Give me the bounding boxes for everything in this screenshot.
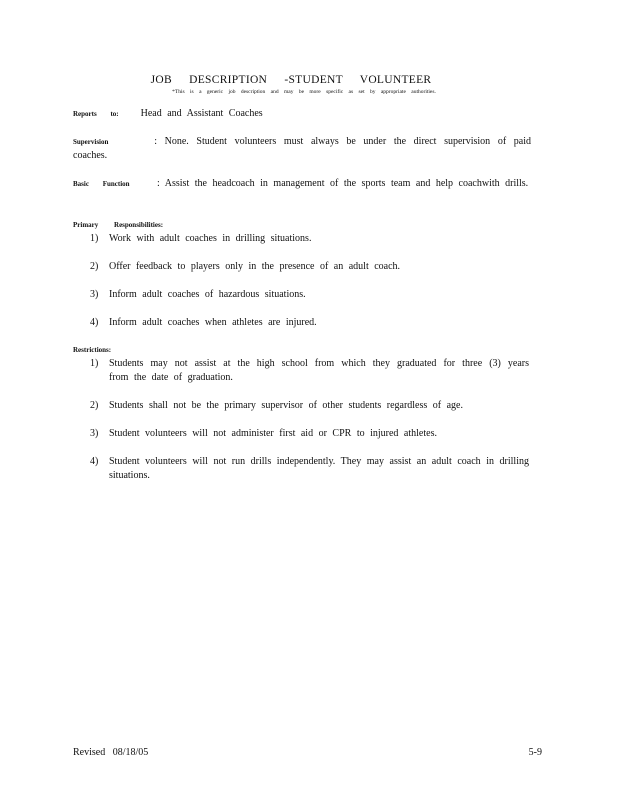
list-item: [73, 455, 529, 483]
supervision-value: : None. Student volunteers must always be under the direct supervision of paid coaches.: [73, 136, 531, 161]
list-item-number: 1): [90, 233, 99, 244]
list-item-text: Inform adult coaches when athletes are injured.: [109, 317, 317, 328]
basic-function-label: Basic Function: [73, 180, 130, 188]
reports-to-label: Reports to:: [73, 110, 119, 118]
supervision-label: Supervision: [73, 138, 109, 146]
list-item-text: Students shall not be the primary supervisor of other students regardless of age.: [109, 400, 463, 411]
list-item: [73, 399, 529, 413]
list-item-text: Students may not assist at the high school from which they graduated for three (3) years from the date of graduation.: [109, 358, 529, 383]
list-item: [73, 357, 529, 385]
list-item-number: 1): [90, 358, 99, 369]
list-item-text: Offer feedback to players only in the presence of an adult coach.: [109, 261, 401, 272]
reports-to-value: Head and Assistant Coaches: [140, 108, 263, 119]
list-item: [73, 427, 529, 441]
list-item: [73, 232, 529, 246]
list-item: [73, 260, 529, 274]
list-item-number: 4): [90, 317, 99, 328]
restrictions-list: [73, 357, 529, 497]
list-item: [73, 316, 529, 330]
revised-date: Revised 08/18/05: [73, 747, 149, 758]
list-item-number: 2): [90, 400, 99, 411]
list-item-number: 3): [90, 289, 99, 300]
list-item-text: Work with adult coaches in drilling situations.: [109, 233, 312, 244]
document-subtitle: *This is a generic job description and may be more specific as set by appropriate authorities.: [172, 89, 436, 95]
page-number: 5-9: [528, 747, 542, 758]
primary-responsibilities-heading: Primary Responsibilities:: [73, 221, 164, 229]
list-item: [73, 288, 529, 302]
reports-to-field: [73, 107, 531, 121]
primary-responsibilities-list: [73, 232, 529, 344]
supervision-field: [73, 135, 531, 163]
list-item-text: Inform adult coaches of hazardous situations.: [109, 289, 306, 300]
list-item-number: 2): [90, 261, 99, 272]
basic-function-value: : Assist the headcoach in management of the sports team and help coachwith drills.: [157, 178, 529, 189]
basic-function-field: [73, 177, 531, 191]
list-item-number: 4): [90, 456, 99, 467]
list-item-number: 3): [90, 428, 99, 439]
list-item-text: Student volunteers will not administer first aid or CPR to injured athletes.: [109, 428, 437, 439]
document-title: JOB DESCRIPTION -STUDENT VOLUNTEER: [150, 74, 432, 86]
restrictions-heading: Restrictions:: [73, 346, 112, 354]
list-item-text: Student volunteers will not run drills independently. They may assist an adult coach in drilling situations.: [109, 456, 529, 481]
